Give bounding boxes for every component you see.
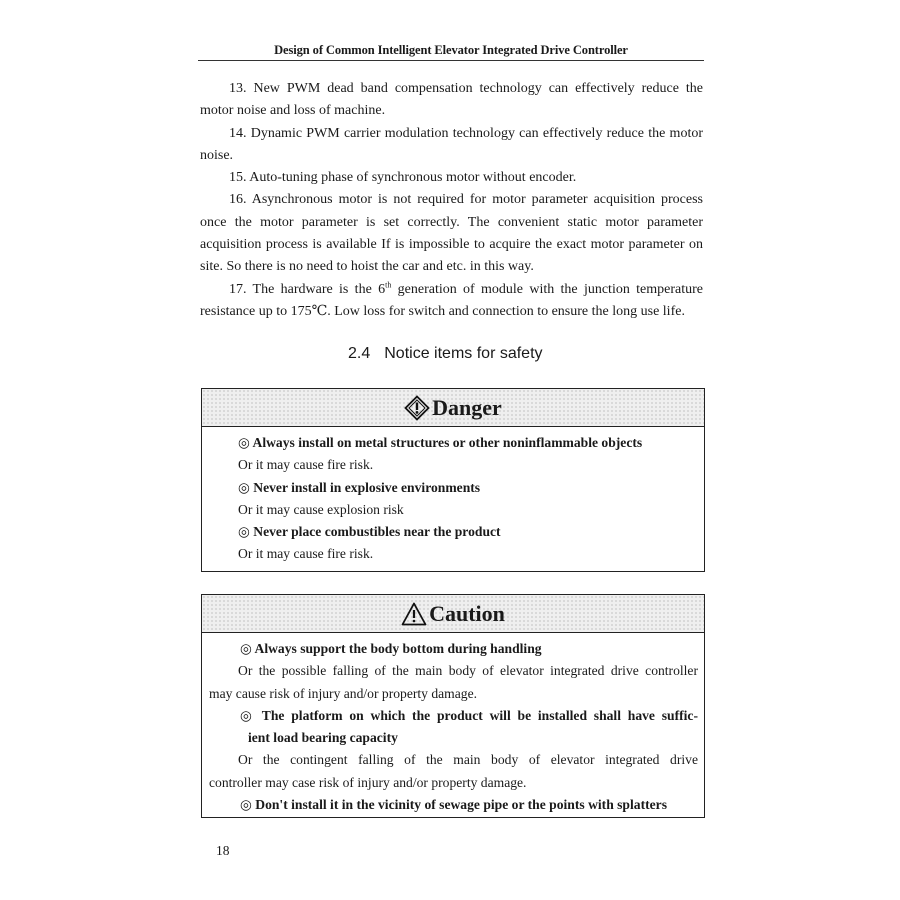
caution-text-1b: may cause risk of injury and/or property damage. [209,685,478,701]
danger-box-body [202,427,704,566]
feature-item-17-text-b: generation of module with the junction temperature resistance up to 175℃. Low loss for switch and connection to ensure the long use life. [200,281,704,319]
danger-text-2: Or it may cause explosion risk [238,501,404,517]
feature-item-15: 15. Auto-tuning phase of synchronous motor without encoder. [229,170,577,186]
caution-box-header [202,595,704,633]
section-heading [348,345,543,363]
caution-box-body [202,633,704,816]
danger-text-1: Or it may cause fire risk. [238,457,374,473]
danger-text-3: Or it may cause fire risk. [238,546,374,562]
feature-item-17-text-a: 17. The hardware is the 6 [229,281,386,297]
caution-heading-1: ◎ Always support the body bottom during handling [240,641,542,656]
warning-triangle-icon [401,602,427,626]
caution-text-2b: controller may case risk of injury and/or property damage. [209,774,527,790]
caution-text-1a: Or the possible falling of the main body of elevator integrated drive controller [238,663,698,679]
feature-item-17-superscript: th [385,280,392,290]
feature-list [200,78,703,323]
danger-heading-2: ◎ Never install in explosive environments [238,479,481,495]
page-number: 18 [216,843,230,858]
running-header: Design of Common Intelligent Elevator Integrated Drive Controller [274,43,628,57]
feature-item-13: 13. New PWM dead band compensation technology can effectively reduce the motor noise and loss of machine. [200,81,703,119]
feature-item-14: 14. Dynamic PWM carrier modulation technology can effectively reduce the motor noise. [200,125,703,163]
section-title: Notice items for safety [384,345,543,362]
caution-text-2a: Or the contingent falling of the main body of elevator integrated drive [238,752,698,768]
danger-box-header [202,389,704,427]
danger-heading-3: ◎ Never place combustibles near the product [238,524,501,540]
caution-heading-2a: ◎ The platform on which the product will be installed shall have suffic- [240,707,698,723]
danger-title: Danger [432,394,502,420]
caution-title: Caution [429,600,505,626]
section-number: 2.4 [348,345,371,362]
caution-heading-2b: ient load bearing capacity [248,730,398,746]
danger-heading-1: ◎ Always install on metal structures or other noninflammable objects [238,435,643,450]
danger-box [201,388,705,572]
danger-diamond-icon [404,395,430,421]
feature-item-17 [200,279,703,324]
caution-heading-3: ◎ Don't install it in the vicinity of sewage pipe or the points with splatters [240,797,667,813]
caution-box [201,594,705,818]
feature-item-16: 16. Asynchronous motor is not required for motor parameter acquisition process once the motor parameter is set correctly. The convenient static motor parameter acquisition process is available If is impossible to acquire the exact motor parameter on site. So there is no need to hoist the car and etc. in this way. [200,192,703,275]
header-rule [198,60,704,61]
